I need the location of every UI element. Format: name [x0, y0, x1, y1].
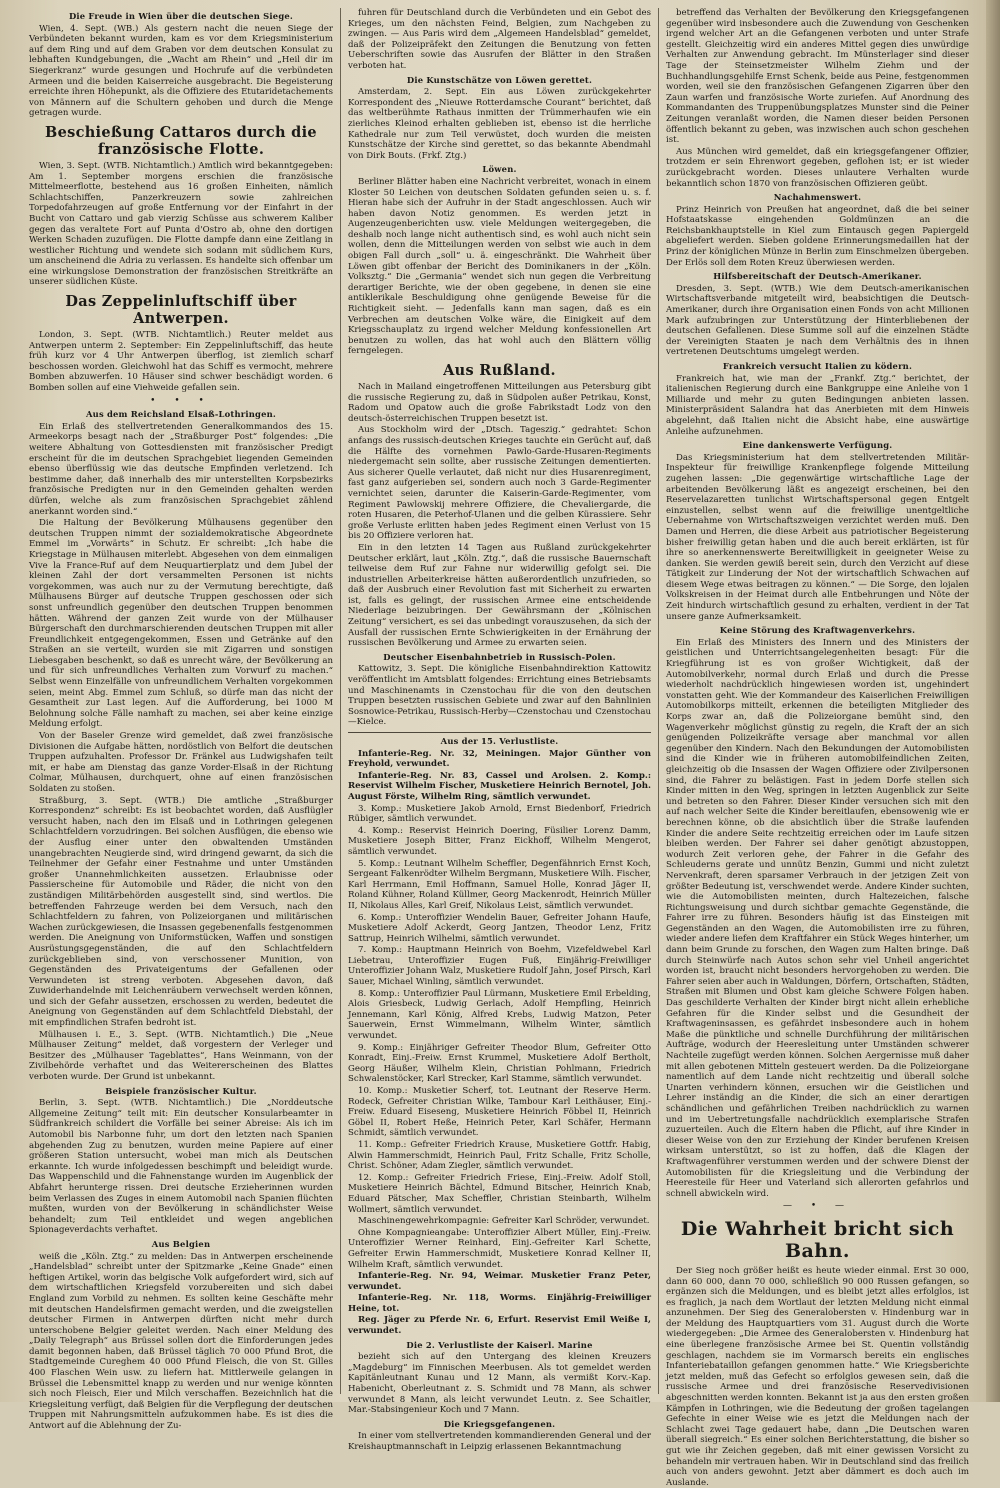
article-paragraph: 9. Komp.: Einjähriger Gefreiter Theodor Blum, Gefreiter Otto Konradt, Einj.-Freiw. Ernst Krummel, Musketiere Adolf Bertholt, Georg Häußer, Wilhelm Klein, Christian Pohlmann, Friedrich Schwalenstöcker, Karl Strecker, Karl Stamme, sämtlich verwundet. — [348, 1042, 651, 1085]
article-paragraph: London, 3. Sept. (WTB. Nichtamtlich.) Reuter meldet aus Antwerpen unterm 2. September: Ein Zeppelinluftschiff, das heute früh kurz vor 4 Uhr Antwerpen überflog, ist ziemlich scharf beschossen worden. Gleichwohl hat das Schiff es vermocht, mehrere Bomben abzuwerfen. 10 Häuser sind schwer beschädigt worden. 6 Bomben sollen auf eine Viehweide gefallen sein. — [29, 330, 333, 394]
article-paragraph: fuhren für Deutschland durch die Verbündeten und ein Gebot des Krieges, um den nächsten Feind, Belgien, zum Nachgeben zu zwingen. — Aus Paris wird dem „Algemeen Handelsblad“ gemeldet, daß der Polizeipräfekt den Zeitungen die Benutzung von fetten Ueberschriften sowie das Ausrufen der Blätter in den Straßen verboten hat. — [348, 8, 651, 71]
article-paragraph: 4. Komp.: Reservist Heinrich Doering, Füsilier Lorenz Damm, Musketiere Joseph Bitter, Franz Eickhoff, Wilhelm Mengerot, sämtlich verwundet. — [348, 825, 651, 857]
section-heading: Frankreich versucht Italien zu ködern. — [722, 361, 913, 371]
article-paragraph: 11. Komp.: Gefreiter Friedrich Krause, Musketiere Gottfr. Habig, Alwin Hammerschmidt, Heinrich Paul, Fritz Schalle, Fritz Scholle, Christ. Schöner, Adam Ziegler, sämtlich verwundet. — [348, 1139, 651, 1172]
article-headline: Das Zeppelinluftschiff über Antwerpen. — [65, 293, 297, 328]
article-paragraph: 7. Komp.: Hauptmann Heinrich von Boehm, Vizefeldwebel Karl Liebetrau, Unteroffizier Eugen Fuß, Einjährig-Freiwilliger Unteroffizier Johann Walz, Musketiere Rudolf Jahn, Josef Pirsch, Karl Sauer, Michael Winling, sämtlich verwundet. — [348, 945, 651, 988]
article-paragraph: 5. Komp.: Leutnant Wilhelm Scheffler, Degenfähnrich Ernst Koch, Sergeant Falkenrödter Wilhelm Bergmann, Musketiere Wilh. Fischer, Karl Herrmann, Emil Hoffmann, Samuel Holle, Konrad Jäger II, Roland Kühner, Roland Küllmer, Georg Mackenrodt, Heinrich Müller II, Nikolaus Alles, Karl Greif, Nikolaus Leist, sämtlich verwundet. — [348, 858, 651, 911]
article-paragraph: Berliner Blätter haben eine Nachricht verbreitet, wonach in einem Kloster 50 Leichen von deutschen Soldaten gefunden seien u. s. f. Hieran habe sich der Aufruhr in der Stadt angeschlossen. Auch wir haben davon Notiz genommen. Es werden jetzt in Augenzeugenberichten usw. viele Meldungen weitergegeben, die deshalb noch lange nicht authentisch sind, es wohl auch nicht sein wollen, denn die Mitteilungen werden von selbst wie auch in dem obigen Fall durch „soll“ u. ä. eingeschränkt. Die Wahrheit über Löwen gibt offenbar der Bericht des Dominikaners in der „Köln. Volksztg.“ Die „Germania“ wendet sich nun gegen die Verbreitung derartiger Berichte, wie der oben gegebene, in denen sie eine antiklerikale Beschuldigung ohne genügende Beweise für die Richtigkeit sieht. — Jedenfalls kann man sagen, daß es ein Verbrechen am deutschen Volke wäre, die Einigkeit auf dem Kriegsschauplatz zu irgend welcher Meldung konfessionellen Art benutzen zu wollen, das hat wohl auch den Blättern völlig ferngelegen. — [348, 176, 651, 357]
casualty-unit-entry: Infanterie-Reg. Nr. 118, Worms. Einjährig-Freiwilliger Heine, tot. — [348, 1293, 651, 1314]
casualty-unit-entry: Infanterie-Reg. Nr. 83, Cassel und Arolsen. 2. Komp.: Reservist Wilhelm Fischer, Musketiere Heinrich Bernotel, Joh. August Förste, Wilhelm Ring, sämtlich verwundet. — [348, 770, 651, 802]
section-heading: Aus Belgien — [151, 1238, 211, 1249]
casualty-unit-entry: Infanterie-Reg. Nr. 32, Meiningen. Major Günther von Freyhold, verwundet. — [348, 748, 651, 770]
article-paragraph: Berlin, 3. Sept. (WTB. Nichtamtlich.) Die „Norddeutsche Allgemeine Zeitung“ teilt mit: Ein deutscher Konsularbeamter in Südfrankreich schildert die Vorfälle bei seiner Abreise: Als ich im Automobil bis Narbonne fuhr, um dort den letzten nach Spanien abgehenden Zug zu benutzen, wurden meine Papiere auf einer größeren Station untersucht, wobei man mich als Deutschen erkannte. Ich wurde infolgedessen beschimpft und beleidigt wurde. Das Wappenschild und die Fahnenstange wurden im Augenblick der Abfahrt herunterge rissen. Drei deutsche Erzieherinnen wurden beim Verlassen des Zuges in einem Automobil nach Spanien flüchten mußten, wurden von der Bevölkerung in schändlichster Weise behandelt; zum Teil entkleidet und wegen angeblichen Spionageverdachts verhaftet. — [29, 1098, 333, 1236]
article-paragraph: 8. Komp.: Unteroffizier Paul Lürmann, Musketiere Emil Erbelding, Alois Griesbeck, Ludwig Gerlach, Adolf Hempfling, Heinrich Jennemann, Karl König, Alfred Krebs, Ludwig Matzon, Peter Sauerwein, Ernst Wimmelmann, Wilhelm Winter, sämtlich verwundet. — [348, 988, 651, 1042]
section-heading: Beispiele französischer Kultur. — [105, 1085, 257, 1096]
section-heading: Die Freude in Wien über die deutschen Siege. — [68, 11, 294, 21]
article-paragraph: Die Haltung der Bevölkerung Mülhausens gegenüber den deutschen Truppen nimmt der sozialdemokratische Abgeordnete Emmel im „Vorwärts“ in Schutz. Er schreibt: „Ich habe die Kriegstage in Mülhausen miterlebt. Abgesehen von dem einmaligen Vive la France-Ruf auf dem Neuquartierplatz und dem Jubel der kleinen Zahl der dort versammelten Personen ist nichts vorgekommen, was auch nur zu der Vermutung berechtigte, daß Mülhausens Bürger auf deutsche Truppen geschossen oder sich sonst unfreundlich gegenüber den deutschen Truppen benommen hätten. Während der ganzen Zeit wurde von der Mülhauser Bürgerschaft den durchmarschierenden deutschen Truppen mit aller Freundlichkeit entgegengekommen, Essen und Getränke auf den Straßen an sie verteilt, wurden sie mit Zigarren und sonstigen Liebesgaben beschenkt, so daß es unrecht wäre, der Bevölkerung an und für sich unfreundliches Verhalten zum Vorwurf zu machen.“ Selbst wenn Einzelfälle von unfreundlichem Verhalten vorgekommen seien, meint Abg. Emmel zum Schluß, so dürfe man das nicht der Gesamtheit zur Last legen. Auf die Aufforderung, bei 1000 M Belohnung solche Fälle namhaft zu machen, sei aber keine einzige Meldung erfolgt. — [29, 518, 333, 730]
article-paragraph: Mülhausen i. E., 3. Sept. (WTB. Nichtamtlich.) Die „Neue Mülhauser Zeitung“ meldet, daß vorgestern der Verleger und Besitzer des „Mülhauser Tageblattes“, Hans Weinmann, von der Zivilbehörde verhaftet und das Weitererscheinen des Blattes verboten wurde. Der Grund ist unbekannt. — [29, 1029, 333, 1083]
column-middle — [340, 8, 658, 1452]
article-paragraph: Nach in Mailand eingetroffenen Mitteilungen aus Petersburg gibt die russische Regierung zu, daß in Südpolen außer Petrikau, Konst, Radom und Opatow auch die große Fabrikstadt Lodz von den deutsch-österreichischen Truppen besetzt ist. — [348, 382, 651, 424]
section-heading: Eine dankenswerte Verfügung. — [742, 440, 893, 451]
column-right — [658, 8, 976, 1488]
article-paragraph: 12. Komp.: Gefreiter Friedrich Friese, Einj.-Freiw. Adolf Stoll, Musketiere Heinrich Bächtel, Edmund Bitscher, Heinrich Knab, Eduard Pätscher, Max Scheffler, Christian Steinbarth, Wilhelm Wollmert, sämtlich verwundet. — [348, 1172, 651, 1215]
article-paragraph: Kattowitz, 3. Sept. Die königliche Eisenbahndirektion Kattowitz veröffentlicht im Amtsblatt folgendes: Errichtung eines Betriebsamts und Maschinenamts in Czenstochau für die von den deutschen Truppen besetzten russischen Gebiete und zwar auf den Bahnlinien Sosnowice-Petrikau, Russisch-Herby—Czenstochau und Czenstochau—Kielce. — [348, 664, 651, 728]
article-paragraph: Von der Baseler Grenze wird gemeldet, daß zwei französische Divisionen die Aufgabe hätten, nordöstlich von Belfort die deutschen Truppen aufzuhalten. Professor Dr. Fränkel aus Ludwigshafen teilt mit, er habe am Dienstag das ganze Vorder-Elsaß in der Richtung Colmar, Mülhausen, durchquert, ohne auf einen französischen Soldaten zu stoßen. — [29, 731, 333, 794]
casualty-unit-entry: Infanterie-Reg. Nr. 94, Weimar. Musketier Franz Peter, verwundet. — [348, 1271, 651, 1292]
article-paragraph: Maschinengewehrkompagnie: Gefreiter Karl Schröder, verwundet. — [358, 1216, 650, 1227]
article-paragraph: Aus München wird gemeldet, daß ein kriegsgefangener Offizier, trotzdem er sein Ehrenwort gegeben, geflohen ist; er ist wieder zurückgebracht worden. Dieses unlautere Verhalten wurde bekanntlich schon 1870 von französischen Offizieren geübt. — [666, 146, 969, 189]
section-heading: Deutscher Eisenbahnbetrieb in Russisch-Polen. — [383, 651, 616, 662]
columns — [22, 8, 980, 1488]
section-heading: Die Kriegsgefangenen. — [443, 1418, 556, 1429]
column-rule — [348, 732, 651, 733]
section-heading: Keine Störung des Kraftwagenverkehrs. — [719, 625, 916, 636]
article-headline: Aus Rußland. — [443, 362, 556, 379]
article-paragraph: Amsterdam, 2. Sept. Ein aus Löwen zurückgekehrter Korrespondent des „Nieuwe Rotterdamsche Courant“ berichtet, daß das weltberühmte Rathaus inmitten der Trümmerhaufen wie ein zierliches Kleinod erhalten geblieben ist, ebenso ist die herrliche Kathedrale nur zum Teil verwüstet, doch wurden die meisten Kunstschätze der Kirche sind gerettet, so das bekannte Abendmahl von Dirk Bouts. (Frkf. Ztg.) — [348, 87, 651, 161]
article-paragraph: betreffend das Verhalten der Bevölkerung den Kriegsgefangenen gegenüber wird insbesondere auch die Zuwendung von Geschenken irgend welcher Art an die Gefangenen verboten und unter Strafe gestellt. Gleichzeitig wird ein anderes Mittel gegen dies unwürdige Verhalten zur Anwendung gebracht. Im Münsterlager sind dieser Tage der Steinsetzmeister Wilhelm Ziehm und der Buchhandlungsgehilfe Ernst Schenk, beide aus Peine, festgenommen worden, weil sie den französischen Gefangenen Zigarren über den Zaun warfen und französische Worte zuriefen. Auf Anordnung des Kommandanten des Truppenübungsplatzes Munster sind die Peiner Zeitungen veranlaßt worden, die Namen dieser beiden Personen öffentlich bekannt zu geben, was inzwischen auch schon geschehen ist. — [666, 8, 969, 146]
section-heading: Löwen. — [482, 164, 517, 175]
article-paragraph: 3. Komp.: Musketiere Jakob Arnold, Ernst Biedenborf, Friedrich Rübiger, sämtlich verwundet. — [348, 803, 651, 825]
section-heading: Aus dem Reichsland Elsaß-Lothringen. — [85, 409, 277, 420]
article-paragraph: Dresden, 3. Sept. (WTB.) Wie dem Deutsch-amerikanischen Wirtschaftsverbande mitgeteilt wird, beabsichtigen die Deutsch-Amerikaner, durch ihre Organisation einen Fonds von acht Millionen Mark aufzubringen zur Unterstützung der Hinterbliebenen der deutschen Gefallenen. Diese Summe soll auf die einzelnen Städte der Vereinigten Staaten je nach dem Verhältnis des in ihnen vertretenen Deutschtums umgelegt werden. — [666, 283, 969, 358]
section-heading: Die Kunstschätze von Löwen gerettet. — [406, 74, 593, 85]
article-paragraph: Wien, 4. Sept. (WB.) Als gestern nacht die neuen Siege der Verbündeten bekannt wurden, kam es vor dem Kriegsministerium auf dem Ring und auf dem Graben vor dem deutschen Konsulat zu lebhaften Kundgebungen, die „Wacht am Rhein“ und „Heil dir im Siegerkranz“ wurde gesungen und Hochrufe auf die verbündeten Armeen und die beiden Kaiserreiche ausgebracht. Die Begeisterung erreichte ihren Höhepunkt, als die Offiziere des Etutaridetachements von Männern auf die Schultern gehoben und durch die Menge getragen wurde. — [29, 23, 333, 119]
article-paragraph: In einer vom stellvertretenden kommandierenden General und der Kreishauptmannschaft in Leipzig erlassenen Bekanntmachung — [348, 1431, 651, 1452]
section-heading: Nachahmenswert. — [773, 192, 862, 203]
article-paragraph: Frankreich hat, wie man der „Frankf. Ztg.“ berichtet, der italienischen Regierung durch eine Bankgruppe eine Anleihe von 1 Milliarde und mehr zu guten Bedingungen anbieten lassen. Ministerpräsident Salandra hat das Anerbieten mit dem Hinweis abgelehnt, daß Italien nicht die Absicht habe, eine auswärtige Anleihe aufzunehmen. — [666, 373, 969, 437]
article-paragraph: Ein Erlaß des Ministers des Innern und des Ministers der geistlichen und Unterrichtsangelegenheiten besagt: Für die Kriegführung ist es von großer Wichtigkeit, daß der Automobilverkehr, normal durch Erlaß und durch die Presse wiederholt nachdrücklich hingewiesen worden ist, ungehindert vonstatten geht. Wie der Kommandeur des Kaiserlichen Freiwilligen Automobilkorps mitteilt, erkennen die beteiligten Mitglieder des Korps zwar an, daß die Polizeiorgane bemüht sind, den Wagenverkehr möglichst günstig zu regeln, die Kraft der an sich genügenden Polizeikräfte versage aber manchmal vor allen gegenüber den Kindern. Nach den Bekundungen der Automobilisten sind die Kinder wie in früheren automobilfeindlichen Zeiten, gleichzeitig ob die Insassen der Wagen Offiziere oder Zivilpersonen sind, die Fahrer zu belästigen. Fast in jedem Dorfe stellen sich Kinder mitten in den Weg, springen in letzten Augenblick zur Seite und betreten so den Fahrer. Dieser Kinder versuchen sich mit den auf nach welcher Seite die Kinder bereitlaufen, ebensowenig wie er berechnen könne, ob die absichtlich über die Straße laufenden Kinder die andere Seite rechtzeitig erreichen oder im Laufe sitzen bleiben werden. Der Fahrer sei daher genötigt abzustoppen, wodurch Zeit verloren gehe, der Fahrer in die Gefahr des Schleuderns gerate und unnütz Benzin, Gummi und nicht zuletzt Nervenkraft, deren sparsamer Verbrauch in der jetzigen Zeit von größter Bedeutung ist, verschwendet werde. Andere Kinder suchten, wie die Automobilisten meinten, durch Haltezeichen, falsche Richtungsweisung und durch sichtbar gemachte Gegenstände, die Fahrer irre zu führen. Besonders häufig ist das Einsteigen mit Gegenständen an den Wagen, die Automobilisten irre zu führen, wieder andere liefen dem Kraftfahrer ein Stück Weges hinterher, um dann beim Grunde zu forschen, den Wagen zum Halten bringe. Daß durch Steinwürfe nach Autos schon sehr viel Unheil angerichtet worden ist, braucht nicht besonders hervorgehoben zu werden. Die Fahrer seien aber auch in Waldungen, Dörfern, Ortschaften, Städten, Straßen mit Blumen und Obst kam gleiche Schwere Folgen haben. Das geschilderte Verhalten der Kinder birgt nicht allein erhebliche Gefahren für die Kinder selbst und die Gesundheit der Kraftwageninsassen, es gefährdet insbesondere auch in hohem Maße die pünktliche und schnelle Durchführung der militärischen Aufträge, wodurch der Heeresleitung unter Umständen schwerer Nachteile zugefügt werden können. Solchen Aergernisse muß daher mit allen gebotenen Mitteln gesteuert werden. Da die Polizeiorgane namentlich auf dem Lande nicht rechtzeitig und überall solche Unarten verhindern können, ersuchen wir die Geistlichen und Lehrer inständig an die Kinder, die sich an einer derartigen schändlichen und gefährlichen Treiben nachdrücklich zu warnen und im Uebertretungsfalle nachdrücklich exemplarische Strafen zuzuerteilen. Auch die Eltern haben die Pflicht, auf ihre Kinder in dieser Weise von den zur Erziehung der Kinder berufenen Kreisen wirksam unterstützt, so ist zu hoffen, daß die Klagen der Kraftwagenführer verstummen werden und der schwere Dienst der Automobilisten für die Kriegsleitung und die Verbindung der Heeresteile für Heer und Vaterland sich allerorten gefahrlos und schnell abwickeln wird. — [666, 637, 969, 1199]
section-heading: Aus der 15. Verlustliste. — [440, 736, 559, 746]
article-paragraph: weiß die „Köln. Ztg.“ zu melden: Das in Antwerpen erscheinende „Handelsblad“ schreibt unter der Spitzmarke „Keine Gnade“ einen heftigen Artikel, worin das belgische Volk aufgefordert wird, sich auf dem wirtschaftlichen Kriegsfeld vorzubereiten und sich dabei England zum Vorbild zu nehmen. Es sollten keine Geschäfte mehr mit deutschen Handelsfirmen gemacht werden, und die zweigstellen deutscher Firmen in Antwerpen dürften nicht mehr durch unterschobene Belgier geleitet werden. Nach einer Meldung des „Daily Telegraph“ aus Brüssel sollen dort die Einforderungen jedes damit begonnen haben, daß Brüssel täglich 70 000 Pfund Brot, die Stadtgemeinde Cureghem 40 000 Pfund Fleisch, die von St. Gilles 400 Flaschen Wein usw. zu liefern hat. Mittlerweile gelangen in Brüssel die Lebensmittel knapp zu werden und nur wenige könnten sich noch Fleisch, Eier und Milch verschaffen. Bezeichnlich hat die Kriegsleitung verfügt, daß Belgien für die Verpflegung der deutschen Truppen mit Nahrungsmitteln aufzukommen habe. Es ist dies die Antwort auf die Ablehnung der Zu- — [29, 1251, 333, 1432]
article-headline: Beschießung Cattaros durch die französische Flotte. — [45, 123, 317, 158]
article-paragraph: bezieht sich auf den Untergang des kleinen Kreuzers „Magdeburg“ im Finnischen Meerbusen. Als tot gemeldet werden Kapitänleutnant Kunau und 12 Mann, als vermißt Korv.-Kap. Habenicht, Oberleutnant z. S. Schmidt und 78 Mann, als schwer verwundet 8 Mann, als leicht verwundet Leutn. z. See Schaitler, Mar.-Stabsingenieur Koch und 7 Mann. — [348, 1352, 651, 1416]
article-paragraph: Prinz Heinrich von Preußen hat angeordnet, daß die bei seiner Hofstaatskasse eingehenden Goldmünzen an die Reichsbankhauptstelle in Kiel zum Eintausch gegen Papiergeld abgeliefert werden. Sieben goldene Erinnerungsmedaillen hat der Prinz der königlichen Münze in Berlin zum Einschmelzen übergeben. Der Erlös soll dem Roten Kreuz überwiesen werden. — [666, 204, 969, 268]
article-paragraph: Ohne Kompagnieangabe: Unteroffizier Albert Müller, Einj.-Freiw. Unteroffizier Werner Reinhard, Einj.-Gefreiter Karl Schette, Gefreiter Erwin Hammerschmidt, Musketiere Konrad Kellner II, Wilhelm Kraft, sämtlich verwundet. — [348, 1227, 651, 1270]
article-paragraph: Das Kriegsministerium hat dem stellvertretenden Militär-Inspekteur für freiwillige Krankenpflege folgende Mitteilung zugehen lassen: „Die gegenwärtige wirtschaftliche Lage der arbeitenden Bevölkerung läßt es angezeigt erscheinen, bei den Reservelazaretten tunlichst Wirtschaftspersonal gegen Entgelt einzustellen, selbst wenn auf die freiwillige unentgeltliche Uebernahme von Wirtschaftszweigen verzichtet werden muß. Den Damen und Herren, die diese Arbeit aus patriotischer Begeisterung bisher freiwillig getan haben und die auch bereit erklärten, ist für ihre so anerkennenswerte Bereitwilligkeit in geeigneter Weise zu danken. Sie werden gewiß bereit sein, durch den Verzicht auf diese Tätigkeit zur Linderung der Not der wirtschaftlich Schwachen auf diesem Wege etwas beitragen zu können.“ — Die Sorge, den lojalen Volkskreisen in der Heimat durch alle Entbehrungen und Nöte der Zeit hindurch wirtschaftlich gesund zu erhalten, verdient in der Tat unsere ganze Aufmerksamkeit. — [666, 452, 969, 622]
section-heading: Hilfsbereitschaft der Deutsch-Amerikaner. — [713, 271, 922, 282]
article-paragraph: 6. Komp.: Unteroffizier Wendelin Bauer, Gefreiter Johann Haufe, Musketiere Adolf Ackerdt, Georg Jantzen, Theodor Lenz, Fritz Sattrup, Heinrich Wilhelmi, sämtlich verwundet. — [348, 912, 651, 944]
article-paragraph: Ein Erlaß des stellvertretenden Generalkommandos des 15. Armeekorps besagt nach der „Straßburger Post“ folgendes: „Die weitere Abhaltung von Gottesdiensten mit französischer Predigt erscheint für die im deutschen Sprachgebiet liegenden Gemeinden ebenso überflüssig wie das deutsche Empfinden verletzend. Ich bestimme daher, daß innerhalb des mir unterstellten Korpsbezirks französische Predigten nur in den Gemeinden gehalten werden dürfen, welche als zum französischen Sprachgebiet zählend anerkannt worden sind.“ — [29, 421, 333, 517]
casualty-unit-entry: Reg. Jäger zu Pferde Nr. 6, Erfurt. Reservist Emil Weiße I, verwundet. — [348, 1315, 651, 1337]
column-left — [22, 8, 340, 1432]
article-paragraph: Wien, 3. Sept. (WTB. Nichtamtlich.) Amtlich wird bekanntgegeben: Am 1. September morgens erschien die französische Mittelmeerflotte, bestehend aus 16 großen Einheiten, nämlich Schlachtschiffen, Panzerkreuzern sowie zahlreichen Torpedofahrzeugen auf große Entfernung vor der Einfahrt in der Bucht von Cattaro und gab vierzig Schüsse aus schwerem Kaliber gegen das veraltete Fort auf Punta d'Ostro ab, ohne den dortigen Werken Schaden zuzufügen. Die Flotte dampfe dann eine Zeitlang in westlicher Richtung und wendete sich sodann mit südlichem Kurs, um anscheinend die Adria zu verlassen. Es handelte sich offenbar um eine wirkungslose Demonstration der französischen Streitkräfte an unserer südlichen Küste. — [29, 160, 333, 288]
ornament-divider: • • • — [150, 395, 212, 406]
section-heading: Die 2. Verlustliste der Kaiserl. Marine — [406, 1339, 593, 1350]
article-paragraph: 10. Komp.: Musketier Scherf, tot. Leutnant der Reserve Herm. Rodeck, Gefreiter Christian Wilke, Tambour Karl Leithäuser, Einj.-Freiw. Eduard Eiseseng, Musketiere Heinrich Föbbel II, Heinrich Göbel II, Robert Heße, Heinrich Peter, Karl Schäfer, Hermann Schmidt, sämtlich verwundet. — [348, 1086, 651, 1139]
page-edge-shadow — [986, 0, 1000, 1402]
article-paragraph: Der Sieg noch größer heißt es heute wieder einmal. Erst 30 000, dann 60 000, dann 70 000, schließlich 90 000 Russen gefangen, so ergänzen sich die Meldungen, und es bleibt jetzt alles erfolglos, ist es fraglich, ja nach dem Wortlaut der letzten Meldung nicht einmal anzunehmen. Der Sieg des Generalobersten v. Hindenburg war in der Meldung des Hauptquartiers vom 31. August durch die Worte wiedergegeben: „Die Armee des Generalobersten v. Hindenburg hat eine überlegene französische Armee bei St. Quentin vollständig geschlagen, nachdem sie im Vormarsch bereits ein englisches Infanteriebataillon gefangen genommen hatte.“ Wie Kriegsberichte jetzt melden, muß das Gefecht so erfolglos gewesen sein, daß die russische Armee und drei französische Reservedivisionen abgeschnitten werden konnten. Bekannt ist ja aus den ersten großen Kämpfen in Lothringen, wie die Bedeutung der großen tagelangen Gefechte in einer Weise wie es jetzt die Meldungen nach der Schlacht zwei Tage gedauert habe, dann „Die Deutschen waren überall siegreich.“ Es einer solchen Berichterstattung, die bisher so gut wie ihr Zeichen gegeben, daß mit einer gewissen Vorsicht zu behandeln mir vertrauen haben. Wir in Deutschland sind das freilich auch von anders gewohnt. Jetzt aber dämmert es doch auch im Auslande. — [666, 1265, 969, 1488]
article-paragraph: Straßburg, 3. Sept. (WTB.) Die amtliche „Straßburger Korrespondenz“ schreibt: Es ist beobachtet worden, daß Ausflügler versucht haben, nach den im Elsaß und in Lothringen gelegenen Schlachtfeldern vorzudringen. Bei solchen Ausflügen, die ebenso wie der Ausflug einer unter den obwaltenden Umständen unangebrachten Neugierde sind, wird dringend gewarnt, da sich die Teilnehmer der Gefahr einer Festnahme und unter Umständen großer Unannehmlichkeiten aussetzen. Erlaubnisse oder Passierscheine für Automobile und Räder, die nicht von den zuständigen Militärbehörden ausgestellt sind, sind wertlos. Die betreffenden Fahrzeuge werden bei dem Versuch, nach den Schlachtfeldern zu fahren, von Polizeiorganen und militärischen Wachen zurückgewiesen, die Insassen gegebenenfalls festgenommen werden. Die Aneignung von Uniformstücken, Waffen und sonstigen Ausrüstungsgegenständen, die auf den Schlachtfeldern zurückgeblieben sind, von verschossener Munition, von Gegenständen des Privateigentums der Gefallenen oder Verwundeten ist streng verboten. Abgesehen davon, daß Zuwiderhandelnde mit Leichenräubern verwechselt werden können, und sich der Gefahr aussetzen, erschossen zu werden, bedeutet die Aneignung von Gegenständen auf dem Schlachtfeld Diebstahl, der mit empfindlichen Strafen bedroht ist. — [29, 795, 333, 1029]
article-paragraph: Ein in den letzten 14 Tagen aus Rußland zurückgekehrter Deutscher erklärt, laut „Köln. Ztg.“, daß die russische Bauernschaft teilweise dem Ruf zur Fahne nur widerwillig gefolgt sei. Die industriellen Arbeiterkreise hätten außerordentlich unzufrieden, so daß der Ausbruch einer Revolution fast mit Sicherheit zu erwarten ist, falls es gelingt, der russischen Armee eine entscheidende Niederlage beizubringen. Der Gewährsmann der „Kölnischen Zeitung“ versichert, es sei das unbedingt vorauszusehen, da sich der Ausfall der russischen Ernte Schwierigkeiten in der Ernährung der russischen Bevölkerung und Armee zu erwarten seien. — [348, 542, 651, 649]
feature-headline: Die Wahrheit bricht sich Bahn. — [680, 1217, 955, 1262]
ornament-divider: — • — — [782, 1201, 853, 1212]
article-paragraph: Aus Stockholm wird der „Dtsch. Tageszig.“ gedrahtet: Schon anfangs des russisch-deutschen Krieges tauchte ein Gerücht auf, daß die Hälfte des vornehmen Pawlo-Garde-Husaren-Regiments niedergemacht sein sollte, aber russische Zeitungen dementierten. Aus sicherer Quelle verlautet, daß nicht nur dies Husarenregiment, fast ganz aufgerieben sei, sondern auch noch 3 Garde-Regimenter vernichtet seien, darunter die Kaiserin-Garde-Regimenter, vom Regiment Pawlowskij mehrere Offiziere, die Chevaliergarde, die roten Husaren, die Peterhof-Ulanen und die gelben Kürassiere. Sehr große Verluste erlitten haben jedes Regiment einen Verlust von 15 bis 20 Offiziere verloren hat. — [348, 425, 651, 542]
